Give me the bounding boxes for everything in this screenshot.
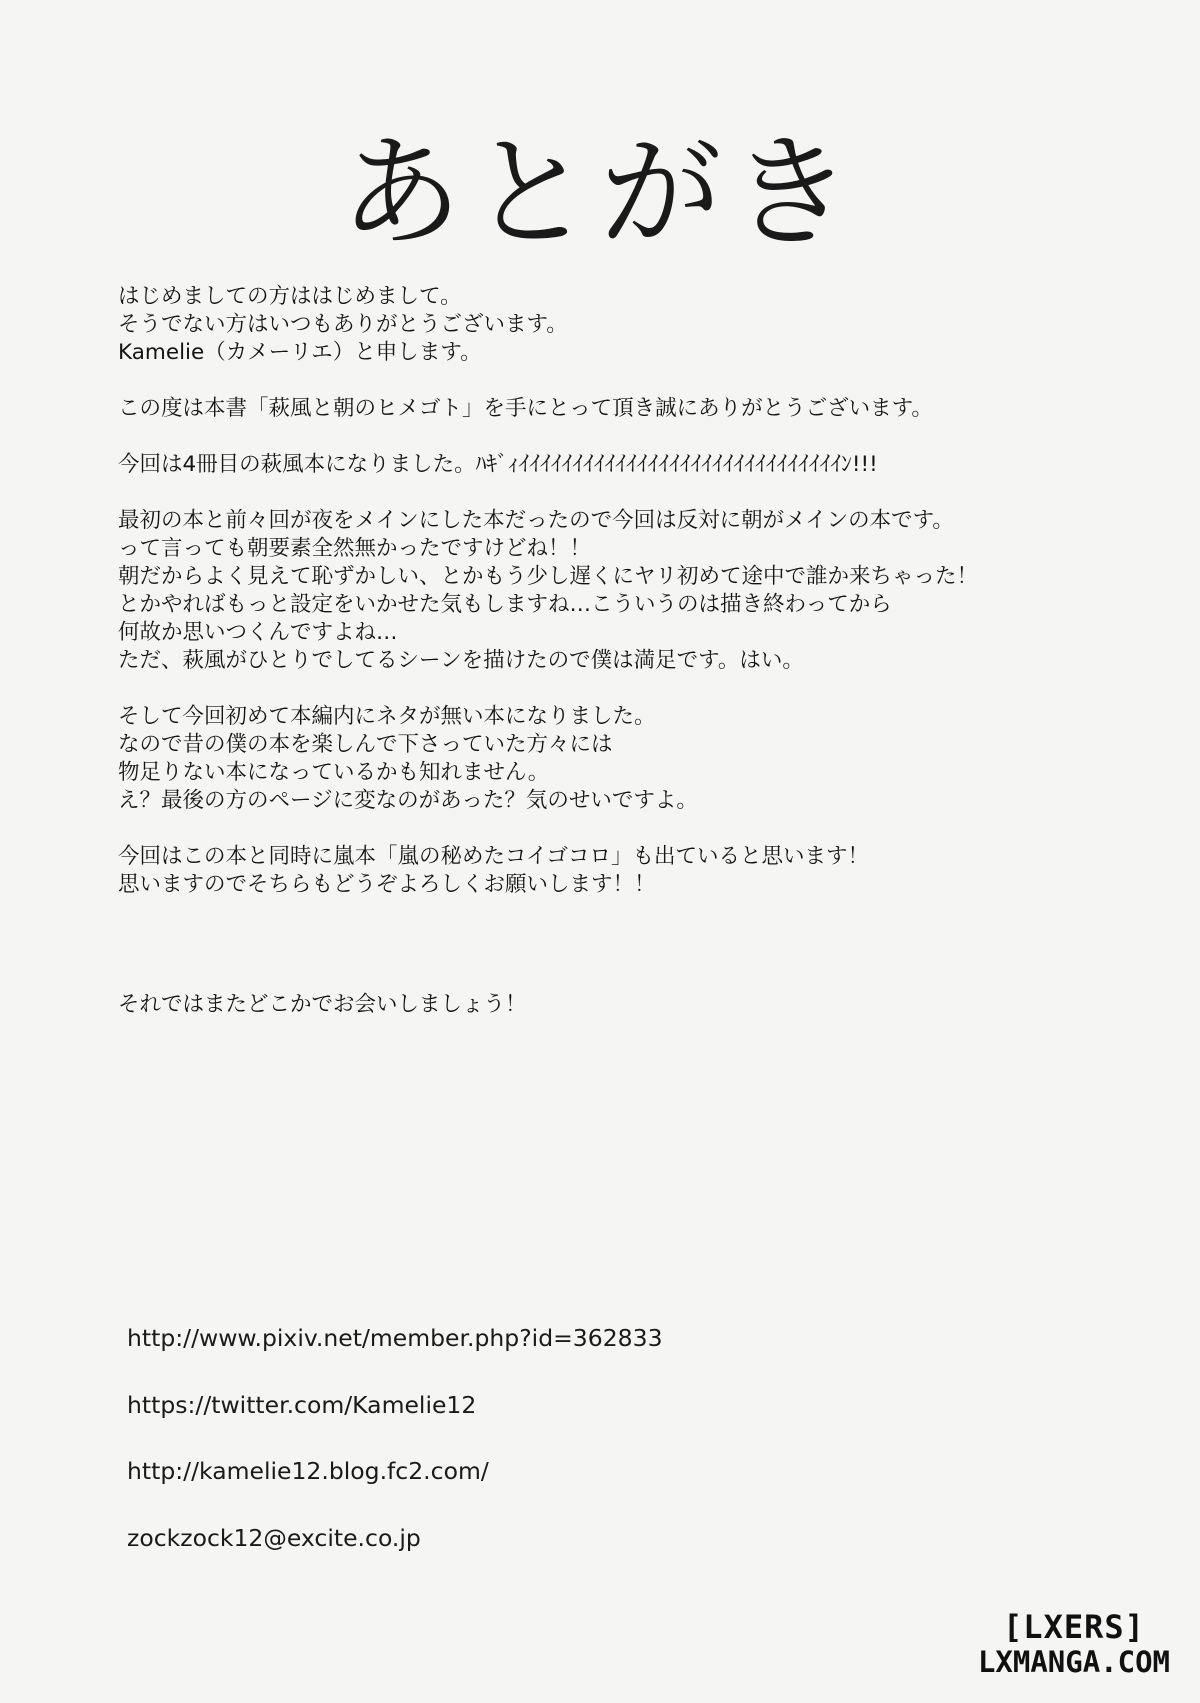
text-line: そして今回初めて本編内にネタが無い本になりました。 [118,704,656,729]
paragraph-arashi-book [118,843,1118,899]
text-line: え？最後の方のページに変なのがあった？気のせいですよ。 [118,788,698,813]
text-line: なので昔の僕の本を楽しんで下さっていた方々には [118,732,613,757]
text-line: ただ、萩風がひとりでしてるシーンを描けたので僕は満足です。はい。 [118,648,804,673]
text-line: そうでない方はいつもありがとうございます。 [118,312,568,337]
watermark-site-name: LXMANGA.COM [977,1645,1170,1679]
page-title: あとがき [340,122,860,264]
text-line: 何故か思いつくんですよね… [118,620,398,645]
text-line: 今回は4冊目の萩風本になりました。ﾊｷﾞｨｲｲｲｲｲｲｲｲｲｲｲｲｲｲｲｲｲｲｲｲｲｲｲｲｲｲｲｲｲｲﾝ!!! [118,452,878,477]
text-line: って言っても朝要素全然無かったですけどね！！ [118,536,592,561]
email-address: zockzock12@excite.co.jp [127,1523,421,1552]
site-watermark [978,1609,1170,1679]
text-line: 今回はこの本と同時に嵐本「嵐の秘めたコイゴコロ」も出ていると思います！ [118,844,869,869]
text-line: とかやればもっと設定をいかせた気もしますね…こういうのは描き終わってから [118,592,892,617]
afterword-body [118,283,1118,899]
pixiv-link: http://www.pixiv.net/member.php?id=362833 [127,1324,663,1352]
text-line: 思いますのでそちらもどうぞよろしくお願いします！！ [118,872,656,897]
text-line: Kamelie（カメーリエ）と申します。 [118,340,482,365]
paragraph-morning-theme [118,507,1118,675]
text-line: はじめましての方ははじめまして。 [118,284,462,309]
text-line: 朝だからよく見えて恥ずかしい、とかもう少し遅くにヤリ初めて途中で誰か来ちゃった！ [118,564,979,589]
blog-link: http://kamelie12.blog.fc2.com/ [127,1457,489,1485]
paragraph-fourth-book [118,451,1118,479]
paragraph-thanks [118,395,1118,423]
text-line: 物足りない本になっているかも知れません。 [118,760,550,785]
paragraph-greeting [118,283,1118,367]
closing-line: それではまたどこかでお会いしましょう！ [118,992,527,1017]
twitter-link: https://twitter.com/Kamelie12 [127,1390,477,1419]
watermark-group-name: [LXERS] [1003,1608,1145,1646]
paragraph-no-gags [118,703,1118,815]
contact-links [127,1323,663,1589]
text-line: この度は本書「萩風と朝のヒメゴト」を手にとって頂き誠にありがとうございます。 [118,396,933,421]
text-line: 最初の本と前々回が夜をメインにした本だったので今回は反対に朝がメインの本です。 [118,508,954,533]
